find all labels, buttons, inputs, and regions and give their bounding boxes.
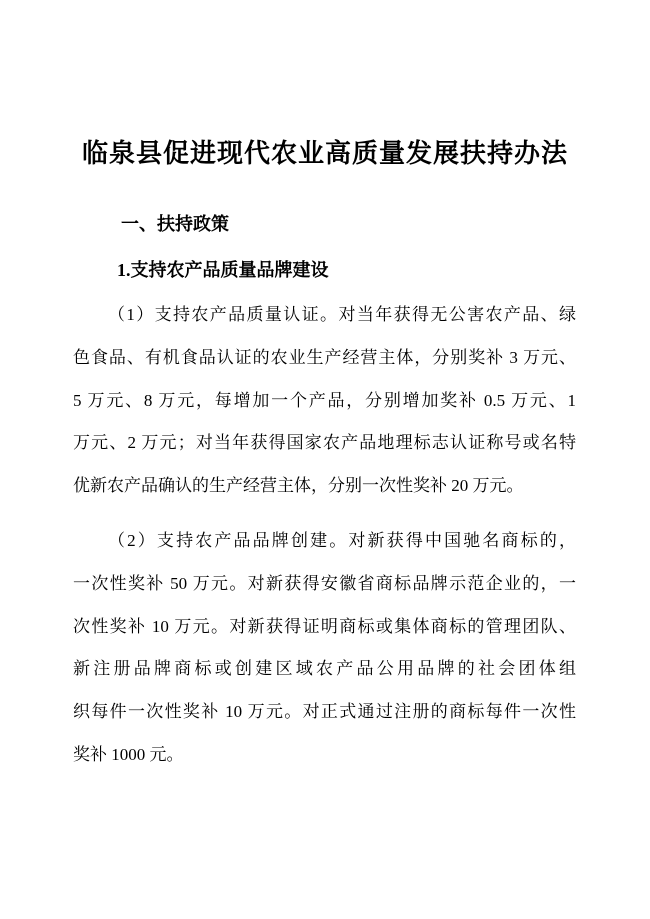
document-title: 临泉县促进现代农业高质量发展扶持办法 bbox=[81, 139, 568, 168]
section-heading: 一、扶持政策 bbox=[121, 214, 229, 234]
text-line: 万元、2 万元；对当年获得国家农产品地理标志认证称号或名特 bbox=[73, 433, 576, 453]
text-line: 奖补 1000 元。 bbox=[73, 744, 184, 764]
text-line: 优新农产品确认的生产经营主体，分别一次性奖补 20 万元。 bbox=[73, 476, 524, 496]
paragraph-2 bbox=[73, 520, 576, 777]
text-line: 色食品、有机食品认证的农业生产经营主体，分别奖补 3 万元、 bbox=[73, 347, 576, 367]
text-line: 织每件一次性奖补 10 万元。对正式通过注册的商标每件一次性 bbox=[73, 702, 576, 722]
text-line: （2）支持农产品品牌创建。对新获得中国驰名商标的， bbox=[108, 531, 576, 550]
text-line: 次性奖补 10 万元。对新获得证明商标或集体商标的管理团队、 bbox=[73, 616, 576, 636]
text-line: 一次性奖补 50 万元。对新获得安徽省商标品牌示范企业的，一 bbox=[73, 573, 576, 593]
text-line: 5 万元、8 万元，每增加一个产品，分别增加奖补 0.5 万元、1 bbox=[73, 390, 576, 410]
text-line: （1）支持农产品质量认证。对当年获得无公害农产品、绿 bbox=[108, 305, 576, 324]
paragraph-1 bbox=[73, 294, 576, 508]
text-line: 新注册品牌商标或创建区域农产品公用品牌的社会团体组 bbox=[73, 659, 576, 679]
subsection-heading: 1.支持农产品质量品牌建设 bbox=[117, 260, 329, 280]
